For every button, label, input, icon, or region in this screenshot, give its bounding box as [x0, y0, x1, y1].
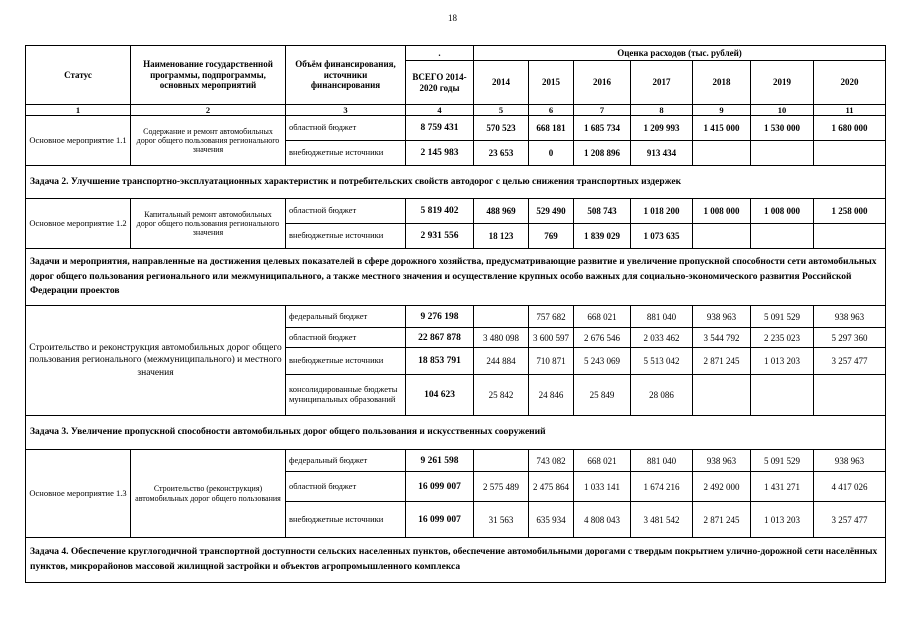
year-value: 2 033 462	[631, 328, 693, 348]
header-name: Наименование государственной программы, подпрограммы, основных мероприятий	[131, 46, 286, 105]
header-dot: .	[406, 46, 474, 61]
year-value	[693, 224, 751, 249]
activity-name: Содержание и ремонт автомобильных дорог общего пользования регионального значения	[131, 116, 286, 166]
column-index: 9	[693, 105, 751, 116]
year-value: 1 415 000	[693, 116, 751, 141]
year-value: 1 008 000	[751, 199, 814, 224]
column-index: 11	[814, 105, 886, 116]
year-value: 1 258 000	[814, 199, 886, 224]
activity-name: Строительство и реконструкция автомобильных дорог общего пользования регионального (межмуниципального) и местного значения	[26, 306, 286, 416]
total-value: 16 099 007	[406, 472, 474, 502]
column-index: 10	[751, 105, 814, 116]
year-value	[474, 450, 529, 472]
year-value: 1 033 141	[574, 472, 631, 502]
total-value: 9 276 198	[406, 306, 474, 328]
year-value: 28 086	[631, 375, 693, 416]
year-value: 3 257 477	[814, 502, 886, 538]
year-value: 769	[529, 224, 574, 249]
task-heading: Задача 3. Увеличение пропускной способности автомобильных дорог общего пользования и искусственных сооружений	[26, 416, 886, 450]
year-value: 3 480 098	[474, 328, 529, 348]
column-index: 8	[631, 105, 693, 116]
activity-status: Основное мероприятие 1.2	[26, 199, 131, 249]
year-value: 4 417 026	[814, 472, 886, 502]
funding-source: внебюджетные источники	[286, 141, 406, 166]
year-value: 2 871 245	[693, 348, 751, 375]
year-value: 5 297 360	[814, 328, 886, 348]
year-value: 1 073 635	[631, 224, 693, 249]
header-year: 2016	[574, 61, 631, 105]
year-value: 635 934	[529, 502, 574, 538]
header-year: 2017	[631, 61, 693, 105]
column-index: 1	[26, 105, 131, 116]
header-estimate: Оценка расходов (тыс. рублей)	[474, 46, 886, 61]
year-value: 508 743	[574, 199, 631, 224]
year-value: 2 235 023	[751, 328, 814, 348]
year-value	[814, 375, 886, 416]
year-value: 3 257 477	[814, 348, 886, 375]
year-value: 488 969	[474, 199, 529, 224]
year-value: 743 082	[529, 450, 574, 472]
year-value	[751, 141, 814, 166]
year-value: 1 685 734	[574, 116, 631, 141]
year-value: 5 091 529	[751, 306, 814, 328]
funding-source: федеральный бюджет	[286, 450, 406, 472]
year-value: 1 839 029	[574, 224, 631, 249]
table-row	[26, 450, 886, 472]
year-value	[693, 141, 751, 166]
header-status: Статус	[26, 46, 131, 105]
activity-name: Капитальный ремонт автомобильных дорог общего пользования регионального значения	[131, 199, 286, 249]
year-value: 1 680 000	[814, 116, 886, 141]
column-index: 6	[529, 105, 574, 116]
year-value: 570 523	[474, 116, 529, 141]
column-index: 4	[406, 105, 474, 116]
year-value	[751, 224, 814, 249]
expenditure-table	[25, 45, 886, 583]
year-value: 668 021	[574, 306, 631, 328]
year-value: 529 490	[529, 199, 574, 224]
activity-name: Строительство (реконструкция) автомобильных дорог общего пользования	[131, 450, 286, 538]
total-value: 16 099 007	[406, 502, 474, 538]
year-value	[814, 224, 886, 249]
year-value: 938 963	[814, 306, 886, 328]
year-value: 0	[529, 141, 574, 166]
year-value: 244 884	[474, 348, 529, 375]
task-row	[26, 249, 886, 306]
column-index: 7	[574, 105, 631, 116]
year-value: 1 013 203	[751, 348, 814, 375]
year-value: 1 530 000	[751, 116, 814, 141]
activity-status: Основное мероприятие 1.1	[26, 116, 131, 166]
year-value: 3 544 792	[693, 328, 751, 348]
funding-source: федеральный бюджет	[286, 306, 406, 328]
task-heading: Задачи и мероприятия, направленные на достижения целевых показателей в сфере дорожного хозяйства, предусматривающие развитие и увеличение пропускной способности сети автомобильных дорог общего пользования регионального или межмуниципального, а также местного значения и осуществление крупных особо важных для социально-экономического развития Российской Федерации проектов	[26, 249, 886, 306]
year-value: 3 600 597	[529, 328, 574, 348]
header-total: ВСЕГО 2014-2020 годы	[406, 61, 474, 105]
header-year: 2020	[814, 61, 886, 105]
year-value: 757 682	[529, 306, 574, 328]
funding-source: консолидированные бюджеты муниципальных образований	[286, 375, 406, 416]
year-value: 23 653	[474, 141, 529, 166]
header-year: 2019	[751, 61, 814, 105]
year-value: 1 209 993	[631, 116, 693, 141]
year-value: 1 674 216	[631, 472, 693, 502]
year-value: 5 243 069	[574, 348, 631, 375]
year-value: 938 963	[693, 306, 751, 328]
year-value: 31 563	[474, 502, 529, 538]
year-value	[693, 375, 751, 416]
year-value: 4 808 043	[574, 502, 631, 538]
year-value: 24 846	[529, 375, 574, 416]
header-year: 2014	[474, 61, 529, 105]
header-year: 2015	[529, 61, 574, 105]
table-row	[26, 199, 886, 224]
year-value: 881 040	[631, 450, 693, 472]
year-value: 1 431 271	[751, 472, 814, 502]
year-value: 5 091 529	[751, 450, 814, 472]
year-value: 938 963	[814, 450, 886, 472]
funding-source: областной бюджет	[286, 116, 406, 141]
funding-source: внебюджетные источники	[286, 502, 406, 538]
column-index: 3	[286, 105, 406, 116]
year-value: 938 963	[693, 450, 751, 472]
year-value: 668 021	[574, 450, 631, 472]
year-value: 913 434	[631, 141, 693, 166]
task-heading: Задача 2. Улучшение транспортно-эксплуатационных характеристик и потребительских свойств автодорог с целью снижения транспортных издержек	[26, 166, 886, 199]
year-value: 1 013 203	[751, 502, 814, 538]
total-value: 104 623	[406, 375, 474, 416]
total-value: 8 759 431	[406, 116, 474, 141]
year-value: 2 475 864	[529, 472, 574, 502]
total-value: 2 931 556	[406, 224, 474, 249]
year-value: 3 481 542	[631, 502, 693, 538]
total-value: 5 819 402	[406, 199, 474, 224]
year-value: 25 849	[574, 375, 631, 416]
year-value: 2 676 546	[574, 328, 631, 348]
year-value: 2 575 489	[474, 472, 529, 502]
table-row	[26, 116, 886, 141]
activity-status: Основное мероприятие 1.3	[26, 450, 131, 538]
funding-source: областной бюджет	[286, 199, 406, 224]
task-row	[26, 166, 886, 199]
task-heading: Задача 4. Обеспечение круглогодичной транспортной доступности сельских населенных пунктов, обеспечение автомобильными дорогами с твердым покрытием улично-дорожной сети населённых пунктов, микрорайонов массовой жилищной застройки и объектов агропромышленного комплекса	[26, 538, 886, 583]
total-value: 18 853 791	[406, 348, 474, 375]
task-row	[26, 416, 886, 450]
year-value	[814, 141, 886, 166]
column-index: 2	[131, 105, 286, 116]
year-value: 2 871 245	[693, 502, 751, 538]
header-volume: Объём финансирования, источники финансирования	[286, 46, 406, 105]
year-value: 668 181	[529, 116, 574, 141]
year-value	[751, 375, 814, 416]
year-value: 2 492 000	[693, 472, 751, 502]
funding-source: областной бюджет	[286, 328, 406, 348]
funding-source: областной бюджет	[286, 472, 406, 502]
total-value: 2 145 983	[406, 141, 474, 166]
page-number: 18	[448, 13, 457, 23]
table-row	[26, 306, 886, 328]
funding-source: внебюджетные источники	[286, 348, 406, 375]
year-value: 5 513 042	[631, 348, 693, 375]
year-value	[474, 306, 529, 328]
year-value: 1 018 200	[631, 199, 693, 224]
year-value: 881 040	[631, 306, 693, 328]
header-year: 2018	[693, 61, 751, 105]
task-row	[26, 538, 886, 583]
year-value: 18 123	[474, 224, 529, 249]
year-value: 1 008 000	[693, 199, 751, 224]
column-index: 5	[474, 105, 529, 116]
year-value: 1 208 896	[574, 141, 631, 166]
total-value: 22 867 878	[406, 328, 474, 348]
year-value: 25 842	[474, 375, 529, 416]
year-value: 710 871	[529, 348, 574, 375]
total-value: 9 261 598	[406, 450, 474, 472]
funding-source: внебюджетные источники	[286, 224, 406, 249]
